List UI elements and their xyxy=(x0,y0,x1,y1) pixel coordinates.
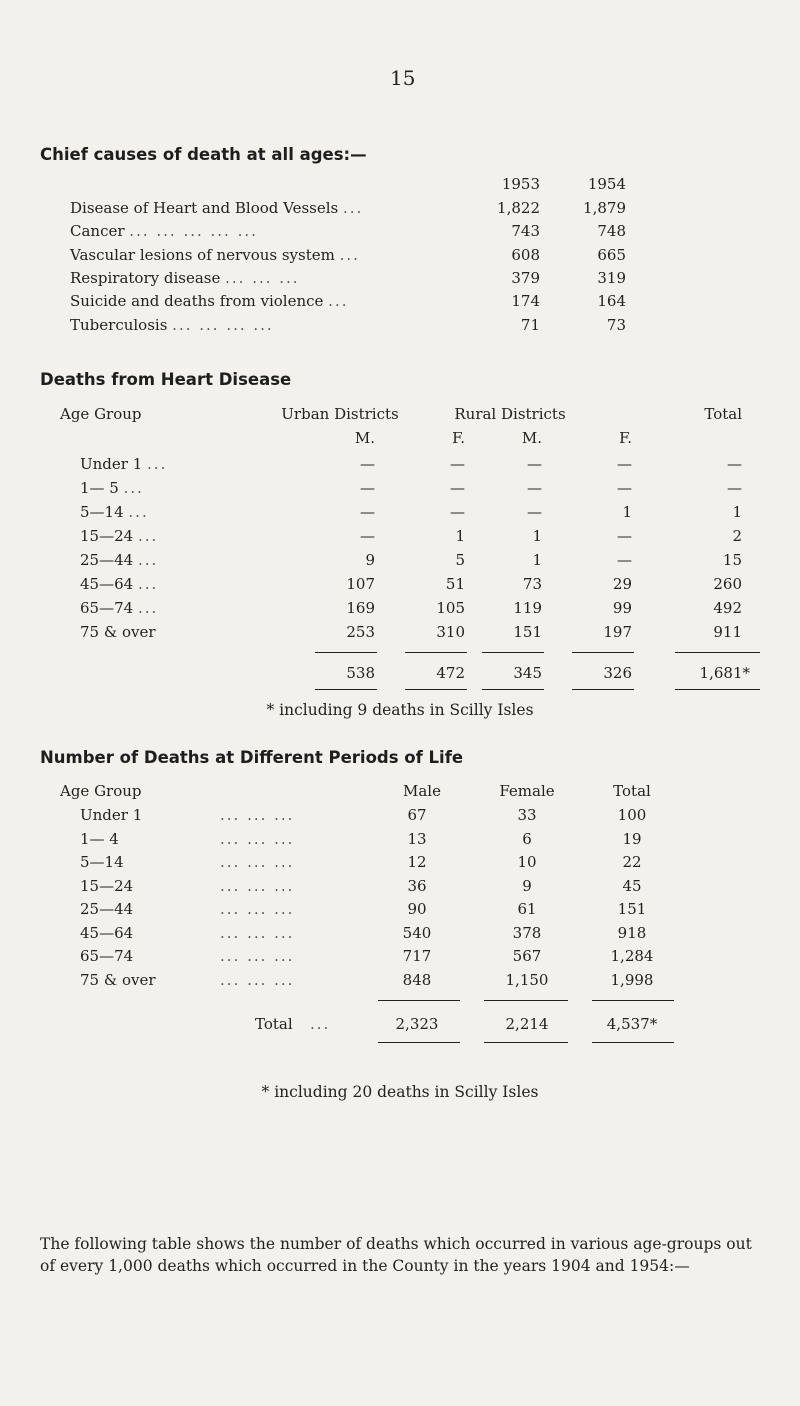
leader-dots: ... xyxy=(343,199,364,217)
column-rule xyxy=(482,689,544,690)
periods-total-female: 2,214 xyxy=(505,1015,549,1033)
cause-row-label: Respiratory disease ... ... ... xyxy=(70,268,300,287)
leader-dots: ... ... ... xyxy=(220,806,295,824)
periods-row-age: Under 1 xyxy=(80,806,143,824)
periods-row-age: 25—44 xyxy=(80,900,134,918)
leader-dots: ... ... ... xyxy=(225,268,300,287)
heart-cell-uf: — xyxy=(450,479,465,497)
periods-row-age: 5—14 xyxy=(80,853,124,871)
column-rule xyxy=(315,689,377,690)
column-rule xyxy=(484,1000,568,1001)
heart-row-age: 5—14 ... xyxy=(80,503,149,521)
heart-cell-total: — xyxy=(727,455,742,473)
heart-cell-um: — xyxy=(360,503,375,521)
year-header: 1953 xyxy=(501,175,540,193)
heart-cell-rm: — xyxy=(527,479,542,497)
cause-1953-value: 174 xyxy=(511,292,540,311)
column-rule xyxy=(484,1042,568,1043)
heart-footnote: * including 9 deaths in Scilly Isles xyxy=(266,701,534,719)
urban-female-header: F. xyxy=(452,429,465,447)
column-rule xyxy=(572,652,634,653)
cause-row-label: Vascular lesions of nervous system ... xyxy=(70,245,360,264)
heart-cell-uf: — xyxy=(450,455,465,473)
heart-disease-title: Deaths from Heart Disease xyxy=(40,370,292,389)
female-header: Female xyxy=(499,782,555,800)
leader-dots: ... xyxy=(123,479,144,497)
column-rule xyxy=(378,1042,460,1043)
cause-1953-value: 71 xyxy=(520,315,540,334)
column-rule xyxy=(592,1042,674,1043)
periods-male-value: 717 xyxy=(402,947,432,965)
leader-dots: ... ... ... xyxy=(220,970,295,989)
periods-footnote: * including 20 deaths in Scilly Isles xyxy=(261,1083,539,1101)
heart-cell-uf: 310 xyxy=(436,623,465,641)
heart-total-uf: 472 xyxy=(436,664,465,682)
periods-total-value: 100 xyxy=(617,806,647,824)
leader-dots: ... ... ... xyxy=(220,947,295,965)
heart-total-rf: 326 xyxy=(603,664,632,682)
heart-cell-um: — xyxy=(360,527,375,545)
heart-cell-rf: 99 xyxy=(612,599,632,617)
periods-male-value: 13 xyxy=(407,829,427,848)
heart-cell-uf: 5 xyxy=(455,551,465,569)
leader-dots: ... xyxy=(137,599,159,617)
periods-row-age: 45—64 xyxy=(80,923,134,942)
column-rule xyxy=(482,652,544,653)
chief-causes-title: Chief causes of death at all ages:— xyxy=(40,145,367,164)
heart-cell-rf: — xyxy=(617,551,632,569)
heart-total-um: 538 xyxy=(346,664,375,682)
periods-total-value: 1,284 xyxy=(610,947,654,965)
periods-female-value: 6 xyxy=(522,829,532,848)
heart-row-age: 15—24 ... xyxy=(80,527,159,545)
leader-dots: ... ... ... ... xyxy=(172,315,274,334)
heart-cell-rm: 73 xyxy=(522,575,542,593)
heart-row-age: Under 1 ... xyxy=(80,455,168,473)
urban-districts-header: Urban Districts xyxy=(281,405,399,423)
heart-cell-total: 2 xyxy=(732,527,742,545)
periods-female-value: 1,150 xyxy=(505,970,549,989)
heart-cell-total: 492 xyxy=(713,599,742,617)
heart-cell-rm: 1 xyxy=(532,551,542,569)
periods-female-value: 33 xyxy=(517,806,537,824)
heart-row-age: 45—64 ... xyxy=(80,575,159,593)
cause-row-label: Cancer ... ... ... ... ... xyxy=(70,222,258,241)
cause-1954-value: 748 xyxy=(597,222,626,241)
leader-dots: ... ... ... xyxy=(220,876,295,895)
column-rule xyxy=(572,689,634,690)
cause-1953-value: 608 xyxy=(511,245,540,264)
periods-male-value: 90 xyxy=(407,900,427,918)
heart-cell-uf: 51 xyxy=(445,575,465,593)
heart-cell-uf: 105 xyxy=(436,599,465,617)
heart-cell-um: — xyxy=(360,455,375,473)
periods-total-total: 4,537* xyxy=(606,1015,658,1033)
cause-row-label: Suicide and deaths from violence ... xyxy=(70,292,349,311)
periods-row-age: 1— 4 xyxy=(80,829,119,848)
closing-paragraph: The following table shows the number of deaths which occurred in various age-groups out of every 1,000 deaths which occurred in the County in the years 1904 and 1954:— xyxy=(40,1235,752,1275)
heart-cell-rm: 119 xyxy=(513,599,542,617)
heart-row-age: 1— 5 ... xyxy=(80,479,144,497)
heart-row-age: 75 & over xyxy=(80,623,156,641)
heart-cell-rm: — xyxy=(527,503,542,521)
cause-1953-value: 743 xyxy=(511,222,540,241)
periods-male-value: 848 xyxy=(402,970,432,989)
leader-dots: ... xyxy=(137,575,159,593)
heart-cell-total: 911 xyxy=(713,623,742,641)
cause-1953-value: 1,822 xyxy=(497,199,540,217)
periods-female-value: 378 xyxy=(512,923,542,942)
leader-dots: ... xyxy=(310,1015,331,1033)
heart-cell-um: 107 xyxy=(346,575,375,593)
cause-1953-value: 379 xyxy=(511,268,540,287)
leader-dots: ... xyxy=(137,527,159,545)
periods-female-value: 10 xyxy=(517,853,537,871)
column-rule xyxy=(378,1000,460,1001)
leader-dots: ... ... ... xyxy=(220,829,295,848)
rural-male-header: M. xyxy=(521,429,542,447)
cause-1954-value: 319 xyxy=(597,268,626,287)
heart-cell-total: 260 xyxy=(713,575,742,593)
periods-total-value: 151 xyxy=(617,900,647,918)
periods-total-value: 45 xyxy=(622,876,642,895)
age-group-header: Age Group xyxy=(60,782,142,800)
heart-cell-rf: 1 xyxy=(622,503,632,521)
periods-female-value: 567 xyxy=(512,947,542,965)
heart-cell-um: 253 xyxy=(346,623,375,641)
rural-districts-header: Rural Districts xyxy=(454,405,566,423)
column-rule xyxy=(405,689,467,690)
page-number: 15 xyxy=(390,66,416,90)
periods-row-age: 75 & over xyxy=(80,970,156,989)
heart-total-rm: 345 xyxy=(513,664,542,682)
periods-male-value: 540 xyxy=(402,923,432,942)
column-rule xyxy=(405,652,467,653)
cause-1954-value: 164 xyxy=(597,292,626,311)
cause-row-label: Disease of Heart and Blood Vessels ... xyxy=(70,199,364,217)
heart-cell-uf: 1 xyxy=(455,527,465,545)
heart-cell-rm: 151 xyxy=(513,623,542,641)
total-header: Total xyxy=(704,405,742,423)
leader-dots: ... xyxy=(328,292,349,311)
leader-dots: ... xyxy=(147,455,168,473)
year-header: 1954 xyxy=(587,175,626,193)
cause-1954-value: 73 xyxy=(606,315,626,334)
heart-cell-rf: 29 xyxy=(612,575,632,593)
rural-female-header: F. xyxy=(619,429,632,447)
heart-cell-total: — xyxy=(727,479,742,497)
heart-cell-rf: 197 xyxy=(603,623,632,641)
heart-row-age: 25—44 ... xyxy=(80,551,159,569)
periods-row-age: 65—74 xyxy=(80,947,134,965)
heart-cell-rm: 1 xyxy=(532,527,542,545)
leader-dots: ... ... ... xyxy=(220,853,295,871)
periods-male-value: 12 xyxy=(407,853,427,871)
heart-cell-rm: — xyxy=(527,455,542,473)
periods-male-value: 36 xyxy=(407,876,427,895)
heart-cell-um: 9 xyxy=(365,551,375,569)
heart-cell-um: — xyxy=(360,479,375,497)
heart-cell-total: 1 xyxy=(732,503,742,521)
periods-title: Number of Deaths at Different Periods of Life xyxy=(40,748,464,767)
periods-female-value: 61 xyxy=(517,900,537,918)
heart-cell-total: 15 xyxy=(722,551,742,569)
column-rule xyxy=(315,652,377,653)
leader-dots: ... ... ... ... ... xyxy=(129,222,258,241)
leader-dots: ... ... ... xyxy=(220,900,295,918)
heart-total-total: 1,681* xyxy=(699,664,750,682)
cause-1954-value: 665 xyxy=(597,245,626,264)
periods-total-value: 1,998 xyxy=(610,970,654,989)
heart-row-age: 65—74 ... xyxy=(80,599,159,617)
heart-cell-uf: — xyxy=(450,503,465,521)
periods-total-value: 918 xyxy=(617,923,647,942)
periods-total-male: 2,323 xyxy=(395,1015,439,1033)
leader-dots: ... xyxy=(137,551,159,569)
heart-cell-rf: — xyxy=(617,479,632,497)
male-header: Male xyxy=(403,782,441,800)
cause-row-label: Tuberculosis ... ... ... ... xyxy=(70,315,274,334)
leader-dots: ... ... ... xyxy=(220,923,295,942)
periods-total-value: 19 xyxy=(622,829,642,848)
heart-cell-rf: — xyxy=(617,527,632,545)
leader-dots: ... xyxy=(339,245,360,264)
urban-male-header: M. xyxy=(354,429,375,447)
leader-dots: ... xyxy=(128,503,149,521)
heart-cell-um: 169 xyxy=(346,599,375,617)
periods-total-value: 22 xyxy=(622,853,642,871)
periods-total-label: Total xyxy=(255,1015,293,1033)
age-group-header: Age Group xyxy=(60,405,142,423)
periods-female-value: 9 xyxy=(522,876,532,895)
column-rule xyxy=(592,1000,674,1001)
periods-row-age: 15—24 xyxy=(80,876,134,895)
total-header: Total xyxy=(613,782,651,800)
column-rule xyxy=(675,652,760,653)
periods-male-value: 67 xyxy=(407,806,427,824)
column-rule xyxy=(675,689,760,690)
cause-1954-value: 1,879 xyxy=(583,199,626,217)
heart-cell-rf: — xyxy=(617,455,632,473)
